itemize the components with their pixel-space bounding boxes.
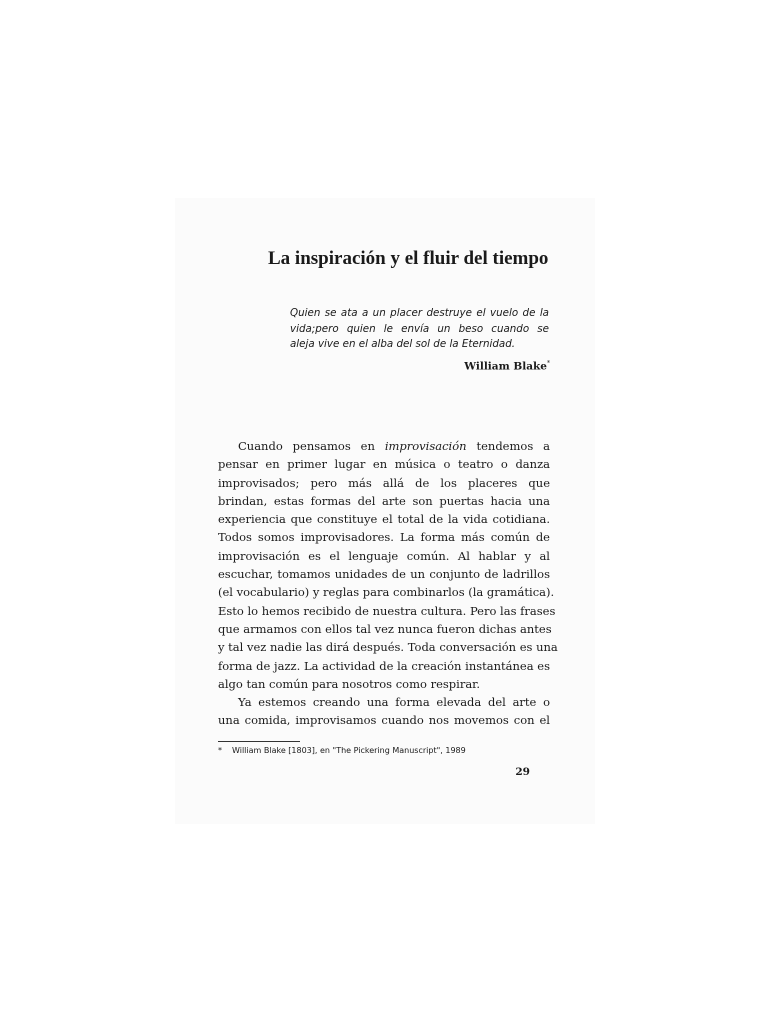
body-line: improvisación es el lenguaje común. Al hablar y al — [218, 548, 550, 563]
epigraph-line: aleja vive en el alba del sol de la Eternidad. — [290, 338, 516, 350]
body-text-run: Cuando pensamos en — [238, 439, 385, 453]
body-line: que armamos con ellos tal vez nunca fueron dichas antes — [218, 621, 552, 636]
body-line: (el vocabulario) y reglas para combinarlos (la gramática). — [218, 585, 555, 600]
body-text — [218, 437, 558, 730]
epigraph-author-name: William Blake — [464, 360, 547, 373]
emphasized-word: improvisación — [384, 439, 467, 453]
body-line: escuchar, tomamos unidades de un conjunto de ladrillos — [218, 567, 550, 582]
epigraph — [290, 306, 549, 353]
body-line: Todos somos improvisadores. La forma más común de — [218, 530, 550, 545]
body-line — [218, 437, 550, 455]
footnote-divider — [218, 741, 300, 742]
footnote-text: William Blake [1803], en "The Pickering Manuscript", 1989 — [232, 746, 466, 755]
body-line: improvisados; pero más allá de los placeres que — [218, 475, 550, 490]
epigraph-line: Quien se ata a un placer destruye el vuelo de la — [290, 307, 549, 319]
chapter-title: La inspiración y el fluir del tiempo — [268, 248, 549, 269]
body-line: algo tan común para nosotros como respirar. — [218, 676, 481, 691]
page-number: 29 — [515, 766, 530, 778]
body-line: Ya estemos creando una forma elevada del arte o — [238, 695, 550, 710]
body-line: pensar en primer lugar en música o teatro o danza — [218, 457, 550, 472]
footnote-reference: * — [547, 360, 550, 367]
footnote — [218, 746, 548, 755]
footnote-marker: * — [218, 746, 222, 755]
body-line: brindan, estas formas del arte son puertas hacia una — [218, 493, 550, 508]
epigraph-line: vida;pero quien le envía un beso cuando se — [290, 322, 549, 335]
body-line: y tal vez nadie las dirá después. Toda conversación es una — [218, 640, 558, 655]
body-text-run: tendemos a — [466, 439, 550, 453]
body-line: experiencia que constituye el total de la vida cotidiana. — [218, 512, 550, 527]
epigraph-author — [380, 360, 550, 373]
body-line: Esto lo hemos recibido de nuestra cultura. Pero las frases — [218, 603, 556, 618]
body-line: una comida, improvisamos cuando nos movemos con el — [218, 713, 550, 728]
body-line: forma de jazz. La actividad de la creación instantánea es — [218, 658, 550, 673]
